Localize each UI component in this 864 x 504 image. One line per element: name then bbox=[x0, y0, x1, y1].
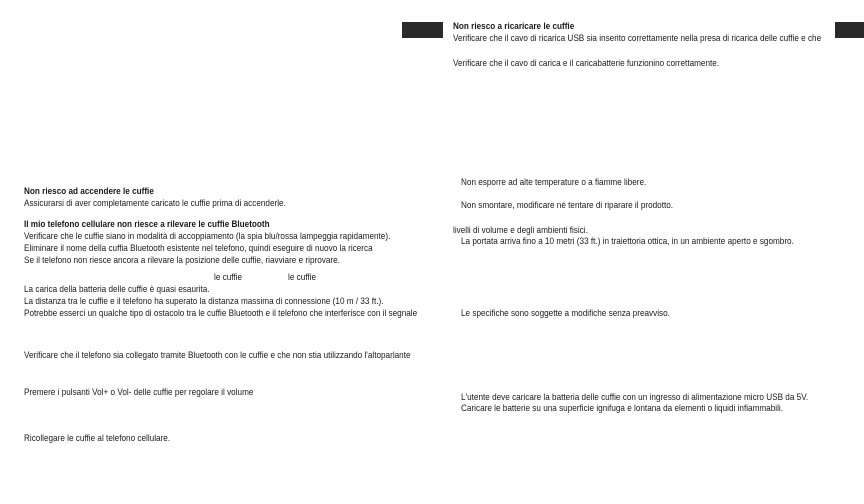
battery-line-2: Caricare le batterie su una superficie ignifuga e lontana da elementi o liquidi infiammabili. bbox=[461, 403, 783, 414]
reconnect-text: Ricollegare le cuffie al telefono cellulare. bbox=[24, 433, 171, 444]
bluetooth-line-3: Se il telefono non riesce ancora a rilevare la posizione delle cuffie, riavviare e riprovare. bbox=[24, 255, 340, 266]
specs-notice: Le specifiche sono soggette a modifiche senza preavviso. bbox=[461, 308, 670, 319]
charge-line-1: Verificare che il cavo di ricarica USB sia inserito correttamente nella presa di ricarica delle cuffie e che bbox=[453, 33, 822, 44]
connection-line-3: Potrebbe esserci un qualche tipo di ostacolo tra le cuffie Bluetooth e il telefono che interferisce con il segnale bbox=[24, 308, 418, 319]
right-page-tab bbox=[835, 22, 864, 38]
bluetooth-line-2: Eliminare il nome della cuffia Bluetooth esistente nel telefono, quindi eseguire di nuovo la ricerca bbox=[24, 243, 373, 254]
temperature-warning: Non esporre ad alte temperature o a fiamme libere. bbox=[461, 177, 647, 188]
power-heading: Non riesco ad accendere le cuffie bbox=[24, 186, 154, 197]
range-text: La portata arriva fino a 10 metri (33 ft.) in traiettoria ottica, in un ambiente aperto e sgombro. bbox=[461, 236, 794, 247]
left-page-tab bbox=[402, 22, 443, 38]
battery-line-1: L'utente deve caricare la batteria delle cuffie con un ingresso di alimentazione micro USB da 5V. bbox=[461, 392, 809, 403]
volume-text: Premere i pulsanti Vol+ o Vol- delle cuffie per regolare il volume bbox=[24, 387, 254, 398]
charge-heading: Non riesco a ricaricare le cuffie bbox=[453, 21, 575, 32]
disassemble-warning: Non smontare, modificare né tentare di riparare il prodotto. bbox=[461, 200, 674, 211]
power-text: Assicurarsi di aver completamente caricato le cuffie prima di accenderle. bbox=[24, 198, 286, 209]
volume-levels-text: livelli di volume e degli ambienti fisici. bbox=[453, 225, 588, 236]
bluetooth-heading: Il mio telefono cellulare non riesce a rilevare le cuffie Bluetooth bbox=[24, 219, 270, 230]
charge-line-2: Verificare che il cavo di carica e il caricabatterie funzionino correttamente. bbox=[453, 58, 720, 69]
fragment-b: le cuffie bbox=[288, 272, 317, 283]
bluetooth-line-1: Verificare che le cuffie siano in modalità di accoppiamento (la spia blu/rossa lampeggia rapidamente). bbox=[24, 231, 391, 242]
fragment-a: le cuffie bbox=[214, 272, 243, 283]
speaker-text: Verificare che il telefono sia collegato tramite Bluetooth con le cuffie e che non stia utilizzando l'altoparlante bbox=[24, 350, 411, 361]
connection-line-1: La carica della batteria delle cuffie è quasi esaurita. bbox=[24, 284, 210, 295]
connection-line-2: La distanza tra le cuffie e il telefono ha superato la distanza massima di connessione (10 m / 33 ft.). bbox=[24, 296, 384, 307]
